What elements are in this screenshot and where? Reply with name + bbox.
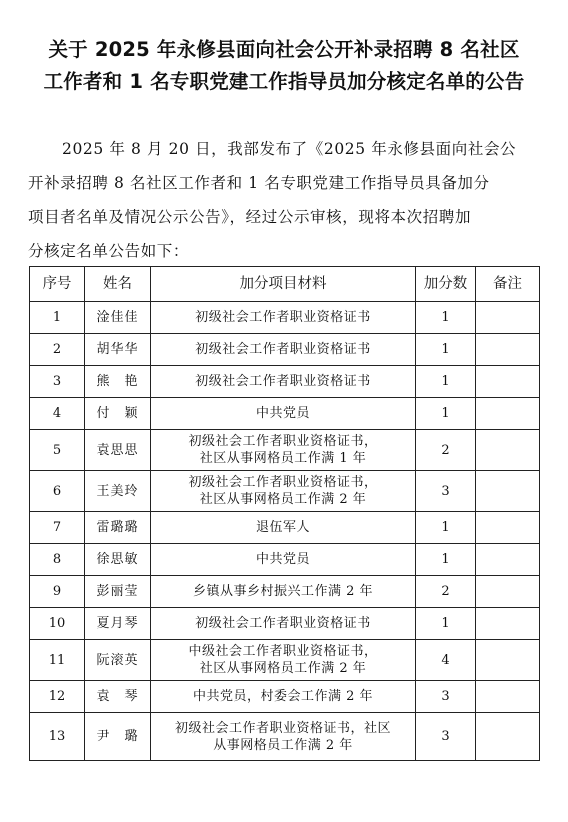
table-row [30, 430, 540, 471]
table-row [30, 512, 540, 544]
row-material [151, 302, 416, 334]
row-name: 彭丽莹 [85, 576, 151, 608]
row-note [476, 334, 540, 366]
row-name: 淦佳佳 [85, 302, 151, 334]
row-name: 袁思思 [85, 430, 151, 471]
row-name: 阮滚英 [85, 640, 151, 681]
row-material-line: 初级社会工作者职业资格证书，社区 [174, 720, 391, 736]
row-number: 10 [30, 608, 85, 640]
row-name: 付 颖 [85, 398, 151, 430]
row-name: 徐思敏 [85, 544, 151, 576]
row-note [476, 430, 540, 471]
row-number: 11 [30, 640, 85, 681]
row-material-line: 退伍军人 [255, 520, 310, 535]
row-note [476, 512, 540, 544]
row-score: 1 [416, 608, 476, 640]
row-material-line: 社区从事网格员工作满 2 年 [199, 492, 367, 507]
table-body [30, 302, 540, 761]
row-number: 1 [30, 302, 85, 334]
row-score: 1 [416, 334, 476, 366]
row-name: 胡华华 [85, 334, 151, 366]
row-material-line: 中共党员 [255, 406, 310, 421]
row-number: 2 [30, 334, 85, 366]
row-material-line: 初级社会工作者职业资格证书 [195, 342, 371, 357]
row-name: 王美玲 [85, 471, 151, 512]
row-number: 9 [30, 576, 85, 608]
row-score: 3 [416, 681, 476, 713]
row-score: 1 [416, 512, 476, 544]
row-material [151, 544, 416, 576]
row-material-line: 社区从事网格员工作满 1 年 [199, 451, 367, 466]
table-row [30, 334, 540, 366]
row-material [151, 471, 416, 512]
row-note [476, 366, 540, 398]
row-material-line: 社区从事网格员工作满 2 年 [199, 661, 367, 676]
row-material [151, 512, 416, 544]
table-header-row [30, 267, 540, 302]
row-name: 熊 艳 [85, 366, 151, 398]
notice-title-line-1: 关于 2025 年永修县面向社会公开补录招聘 8 名社区 [48, 38, 520, 61]
row-score: 1 [416, 366, 476, 398]
row-material-line: 初级社会工作者职业资格证书 [195, 310, 371, 325]
row-material-line: 中共党员，村委会工作满 2 年 [192, 689, 374, 704]
row-score: 4 [416, 640, 476, 681]
intro-line-1: 2025 年 8 月 20 日，我部发布了《2025 年永修县面向社会公 [62, 140, 517, 158]
row-score: 2 [416, 576, 476, 608]
row-material-line: 中共党员 [255, 552, 310, 567]
table-row [30, 544, 540, 576]
notice-title-line-2: 工作者和 1 名专职党建工作指导员加分核定名单的公告 [43, 70, 525, 93]
row-name: 夏月琴 [85, 608, 151, 640]
row-material-line: 初级社会工作者职业资格证书， [188, 475, 378, 490]
row-name: 尹 璐 [85, 713, 151, 761]
intro-line-3: 项目者名单及情况公示公告》，经过公示审核，现将本次招聘加 [28, 208, 472, 226]
row-number: 3 [30, 366, 85, 398]
table-row [30, 608, 540, 640]
row-score: 3 [416, 471, 476, 512]
row-note [476, 608, 540, 640]
bonus-score-table [29, 266, 540, 761]
table-row [30, 576, 540, 608]
intro-line-2: 开补录招聘 8 名社区工作者和 1 名专职党建工作指导员具备加分 [28, 174, 490, 192]
row-material-line: 初级社会工作者职业资格证书 [195, 616, 371, 631]
row-number: 4 [30, 398, 85, 430]
table-row [30, 471, 540, 512]
row-score: 3 [416, 713, 476, 761]
table-row [30, 302, 540, 334]
row-note [476, 302, 540, 334]
row-number: 12 [30, 681, 85, 713]
row-material [151, 334, 416, 366]
row-material [151, 681, 416, 713]
table-row [30, 366, 540, 398]
row-note [476, 398, 540, 430]
header-no: 序号 [30, 267, 85, 302]
row-number: 13 [30, 713, 85, 761]
row-material [151, 576, 416, 608]
row-name: 雷璐璐 [85, 512, 151, 544]
row-material [151, 608, 416, 640]
header-material: 加分项目材料 [151, 267, 416, 302]
row-number: 7 [30, 512, 85, 544]
row-score: 1 [416, 544, 476, 576]
row-number: 6 [30, 471, 85, 512]
row-note [476, 576, 540, 608]
header-note: 备注 [476, 267, 540, 302]
row-name: 袁 琴 [85, 681, 151, 713]
table-row [30, 640, 540, 681]
row-material [151, 713, 416, 761]
row-note [476, 544, 540, 576]
row-material-line: 乡镇从事乡村振兴工作满 2 年 [192, 584, 374, 599]
row-score: 1 [416, 398, 476, 430]
row-note [476, 713, 540, 761]
row-material [151, 398, 416, 430]
row-note [476, 640, 540, 681]
intro-line-4: 分核定名单公告如下： [28, 242, 190, 260]
header-score: 加分数 [416, 267, 476, 302]
row-material [151, 640, 416, 681]
table-row [30, 398, 540, 430]
row-number: 8 [30, 544, 85, 576]
row-material-line: 初级社会工作者职业资格证书 [195, 374, 371, 389]
row-score: 1 [416, 302, 476, 334]
header-name: 姓名 [85, 267, 151, 302]
row-material [151, 366, 416, 398]
table-row [30, 681, 540, 713]
row-material-line: 从事网格员工作满 2 年 [213, 737, 353, 753]
row-number: 5 [30, 430, 85, 471]
row-material-line: 中级社会工作者职业资格证书， [188, 644, 378, 659]
table-row [30, 713, 540, 761]
row-note [476, 471, 540, 512]
row-material [151, 430, 416, 471]
row-material-line: 初级社会工作者职业资格证书， [188, 434, 378, 449]
row-note [476, 681, 540, 713]
row-score: 2 [416, 430, 476, 471]
